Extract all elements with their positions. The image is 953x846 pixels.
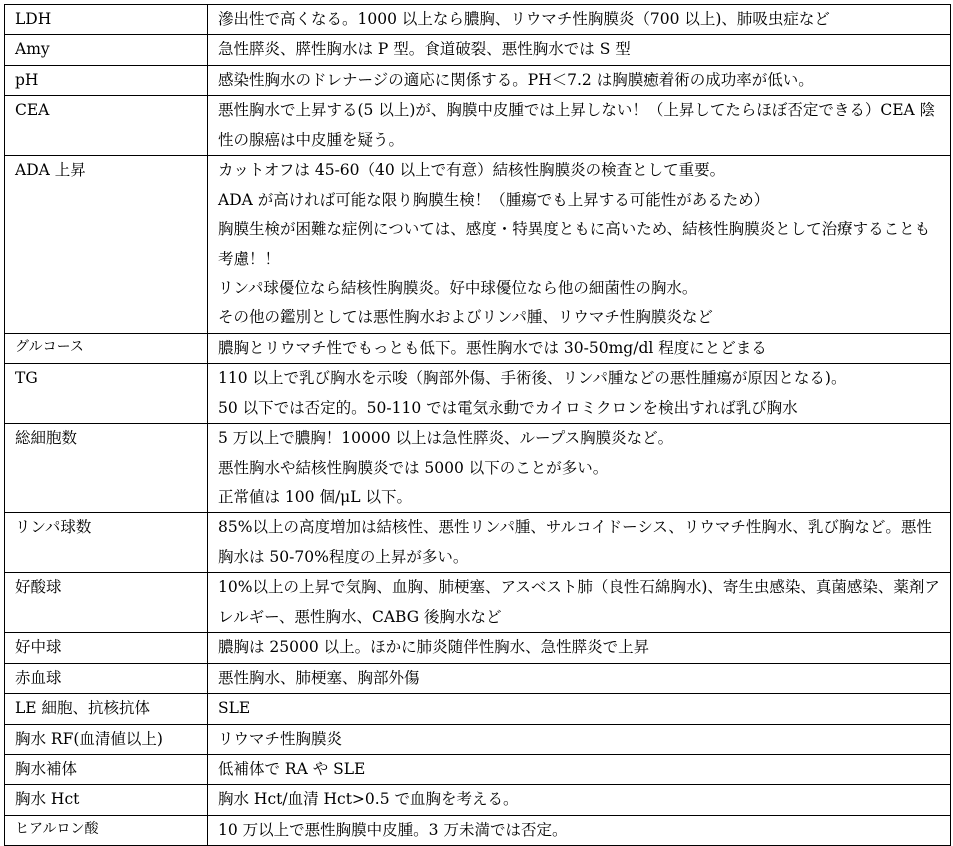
table-row: [5, 65, 951, 95]
row-label: ADA 上昇: [5, 156, 208, 334]
table-row: [5, 513, 951, 573]
row-description: [208, 364, 951, 424]
row-label: Amy: [5, 35, 208, 65]
row-label: pH: [5, 65, 208, 95]
description-line: 膿胸とリウマチ性でもっとも低下。悪性胸水では 30-50mg/dl 程度にとどまる: [218, 338, 767, 357]
description-line: SLE: [218, 699, 251, 718]
row-description: [208, 573, 951, 633]
row-description: [208, 754, 951, 784]
row-description: [208, 156, 951, 334]
description-line: 110 以上で乳び胸水を示唆（胸部外傷、手術後、リンパ腫などの悪性腫瘍が原因となる)。: [218, 369, 847, 388]
description-line: 胸膜生検が困難な症例については、感度・特異度ともに高いため、結核性胸膜炎として治療することも考慮！！: [218, 220, 931, 268]
row-description: [208, 663, 951, 693]
row-label: 好酸球: [5, 573, 208, 633]
row-description: [208, 96, 951, 156]
row-label: ヒアルロン酸: [5, 815, 208, 845]
row-label: 総細胞数: [5, 424, 208, 513]
row-label: グルコース: [5, 333, 208, 363]
description-line: 低補体で RA や SLE: [218, 759, 366, 778]
description-line: 悪性胸水で上昇する(5 以上)が、胸膜中皮腫では上昇しない！（上昇してたらほぼ否定できる）CEA 陰性の腺癌は中皮腫を疑う。: [218, 101, 936, 149]
description-line: リンパ球優位なら結核性胸膜炎。好中球優位なら他の細菌性の胸水。: [218, 278, 698, 297]
row-description: [208, 35, 951, 65]
table-row: [5, 724, 951, 754]
table-row: [5, 333, 951, 363]
row-description: [208, 785, 951, 815]
table-row: [5, 35, 951, 65]
table-row: [5, 156, 951, 334]
row-label: 好中球: [5, 633, 208, 663]
table-row: [5, 633, 951, 663]
description-line: リウマチ性胸膜炎: [218, 729, 343, 748]
description-line: カットオフは 45-60（40 以上で有意）結核性胸膜炎の検査として重要。: [218, 161, 726, 180]
row-label: CEA: [5, 96, 208, 156]
description-line: 滲出性で高くなる。1000 以上なら膿胸、リウマチ性胸膜炎（700 以上)、肺吸虫症など: [218, 10, 830, 28]
description-line: 85%以上の高度増加は結核性、悪性リンパ腫、サルコイドーシス、リウマチ性胸水、乳び胸など。悪性胸水は 50-70%程度の上昇が多い。: [218, 518, 932, 566]
table-body: [5, 5, 951, 846]
row-label: 胸水 Hct: [5, 785, 208, 815]
description-line: 10 万以上で悪性胸膜中皮腫。3 万未満では否定。: [218, 820, 568, 839]
description-line: その他の鑑別としては悪性胸水およびリンパ腫、リウマチ性胸膜炎など: [218, 308, 713, 327]
table-row: [5, 815, 951, 845]
table-row: [5, 754, 951, 784]
description-line: 悪性胸水や結核性胸膜炎では 5000 以下のことが多い。: [218, 458, 609, 477]
table-row: [5, 694, 951, 724]
table-row: [5, 364, 951, 424]
description-line: 10%以上の上昇で気胸、血胸、肺梗塞、アスベスト肺（良性石綿胸水)、寄生虫感染、真菌感染、薬剤アレルギー、悪性胸水、CABG 後胸水など: [218, 578, 940, 626]
row-description: [208, 513, 951, 573]
row-description: [208, 815, 951, 845]
row-description: [208, 633, 951, 663]
row-label: LDH: [5, 5, 208, 35]
row-description: [208, 724, 951, 754]
row-description: [208, 333, 951, 363]
row-label: TG: [5, 364, 208, 424]
row-label: 胸水補体: [5, 754, 208, 784]
description-line: 膿胸は 25000 以上。ほかに肺炎随伴性胸水、急性膵炎で上昇: [218, 638, 650, 657]
table-row: [5, 96, 951, 156]
row-description: [208, 5, 951, 35]
description-line: 悪性胸水、肺梗塞、胸部外傷: [218, 668, 420, 687]
table-row: [5, 424, 951, 513]
description-line: 感染性胸水のドレナージの適応に関係する。PH＜7.2 は胸膜癒着術の成功率が低い。: [218, 70, 814, 89]
pleural-fluid-reference-table: [4, 4, 951, 846]
table-row: [5, 573, 951, 633]
description-line: 胸水 Hct/血清 Hct>0.5 で血胸を考える。: [218, 790, 519, 809]
description-line: 正常値は 100 個/μL 以下。: [218, 488, 412, 506]
description-line: 急性膵炎、膵性胸水は P 型。食道破裂、悪性胸水では S 型: [218, 40, 631, 59]
table-row: [5, 785, 951, 815]
row-label: 胸水 RF(血清値以上): [5, 724, 208, 754]
description-line: ADA が高ければ可能な限り胸膜生検！（腫瘍でも上昇する可能性があるため）: [218, 190, 770, 209]
row-description: [208, 424, 951, 513]
row-label: リンパ球数: [5, 513, 208, 573]
row-description: [208, 694, 951, 724]
description-line: 50 以下では否定的。50-110 では電気永動でカイロミクロンを検出すれば乳び胸水: [218, 398, 798, 417]
row-description: [208, 65, 951, 95]
row-label: 赤血球: [5, 663, 208, 693]
row-label: LE 細胞、抗核抗体: [5, 694, 208, 724]
table-row: [5, 663, 951, 693]
description-line: 5 万以上で膿胸！10000 以上は急性膵炎、ループス胸膜炎など。: [218, 429, 674, 448]
table-row: [5, 5, 951, 35]
